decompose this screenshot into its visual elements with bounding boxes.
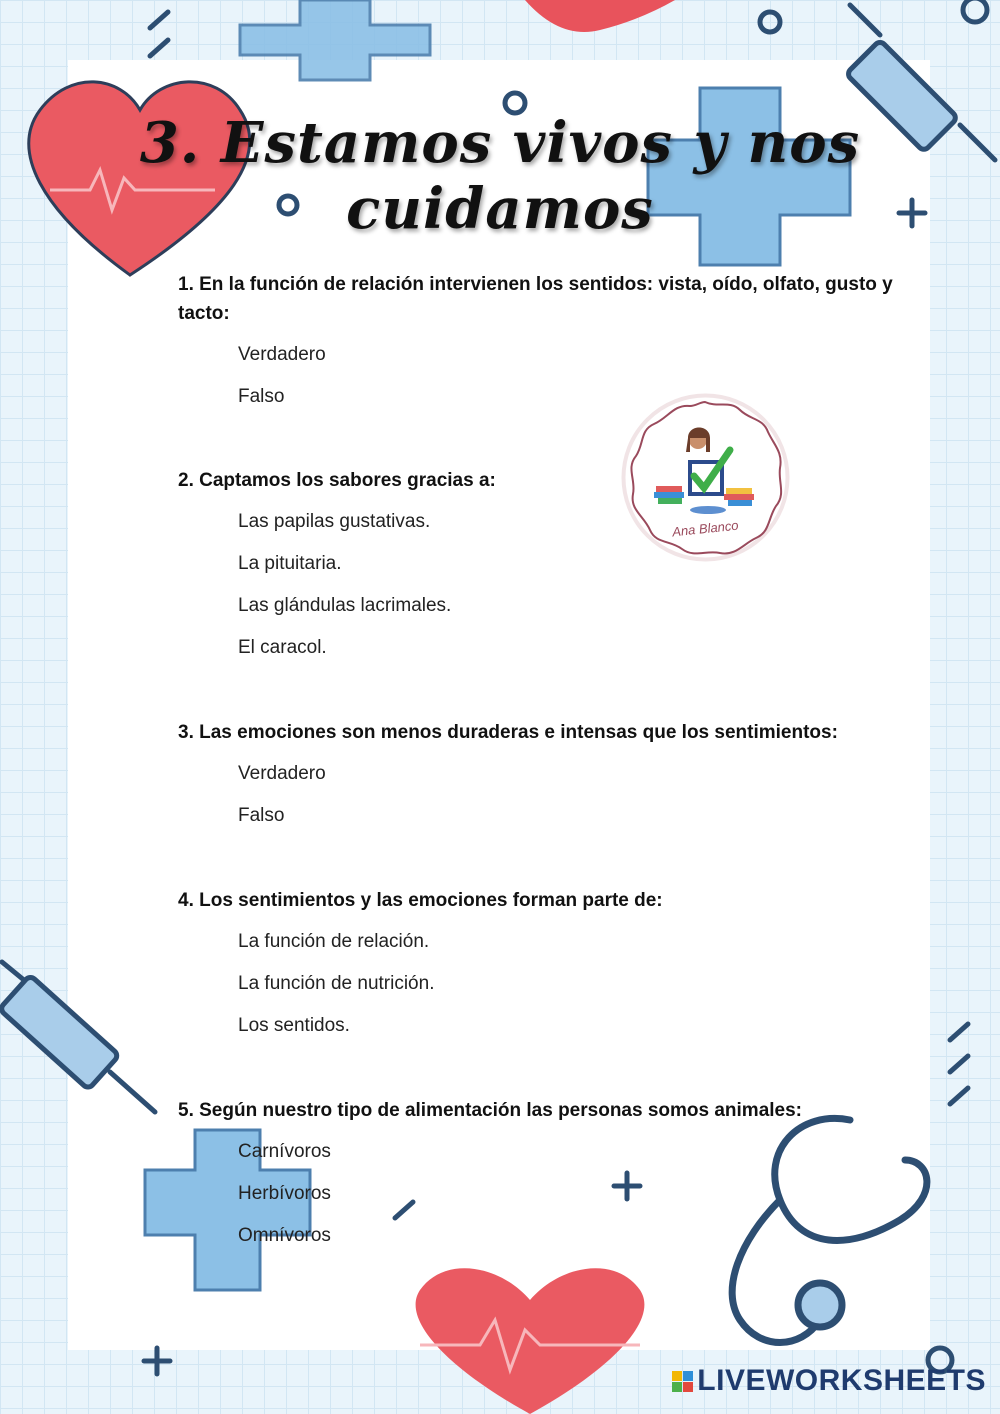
answer-option[interactable]: La función de relación. [238, 931, 430, 952]
question-text: 5. Según nuestro tipo de alimentación las personas somos animales: [178, 1100, 803, 1121]
question-block [178, 1096, 898, 1257]
question-text: 2. Captamos los sabores gracias a: [178, 470, 496, 491]
answer-option[interactable]: Falso [238, 805, 285, 826]
liveworksheets-brand[interactable] [672, 1364, 986, 1398]
red-heart-bottom-icon [416, 1268, 645, 1414]
circle-deco-icon [760, 12, 780, 32]
answer-option[interactable]: Las glándulas lacrimales. [238, 595, 452, 616]
question-block [178, 466, 898, 669]
answer-option[interactable]: Falso [238, 386, 285, 407]
answer-option[interactable]: Carnívoros [238, 1141, 331, 1162]
question-block [178, 886, 898, 1047]
answer-option[interactable]: Omnívoros [238, 1225, 331, 1246]
circle-deco-icon [963, 0, 987, 22]
answer-option[interactable]: Las papilas gustativas. [238, 511, 431, 532]
answer-option[interactable]: Los sentidos. [238, 1015, 350, 1036]
question-block [178, 718, 898, 837]
answer-option[interactable]: Verdadero [238, 763, 326, 784]
page-title: 3. Estamos vivos y nos cuidamos [139, 110, 861, 242]
question-text: 1. En la función de relación intervienen los sentidos: vista, oído, olfato, gusto y tacto: [178, 274, 893, 324]
answer-option[interactable]: Herbívoros [238, 1183, 331, 1204]
question-block [178, 270, 898, 418]
red-heart-top-icon [525, 0, 675, 32]
answer-option[interactable]: La función de nutrición. [238, 973, 435, 994]
answer-option[interactable]: El caracol. [238, 637, 327, 658]
question-text: 4. Los sentimientos y las emociones forman parte de: [178, 890, 663, 911]
question-text: 3. Las emociones son menos duraderas e intensas que los sentimientos: [178, 722, 838, 743]
dash-deco-icon [150, 12, 168, 56]
brand-label: LIVEWORKSHEETS [697, 1364, 986, 1397]
medical-cross-top-icon [240, 0, 430, 80]
liveworksheets-logo-icon [672, 1371, 693, 1392]
answer-option[interactable]: La pituitaria. [238, 553, 342, 574]
syringe-left-icon [0, 962, 155, 1112]
answer-option[interactable]: Verdadero [238, 344, 326, 365]
badge-label: Ana Blanco [671, 517, 740, 540]
